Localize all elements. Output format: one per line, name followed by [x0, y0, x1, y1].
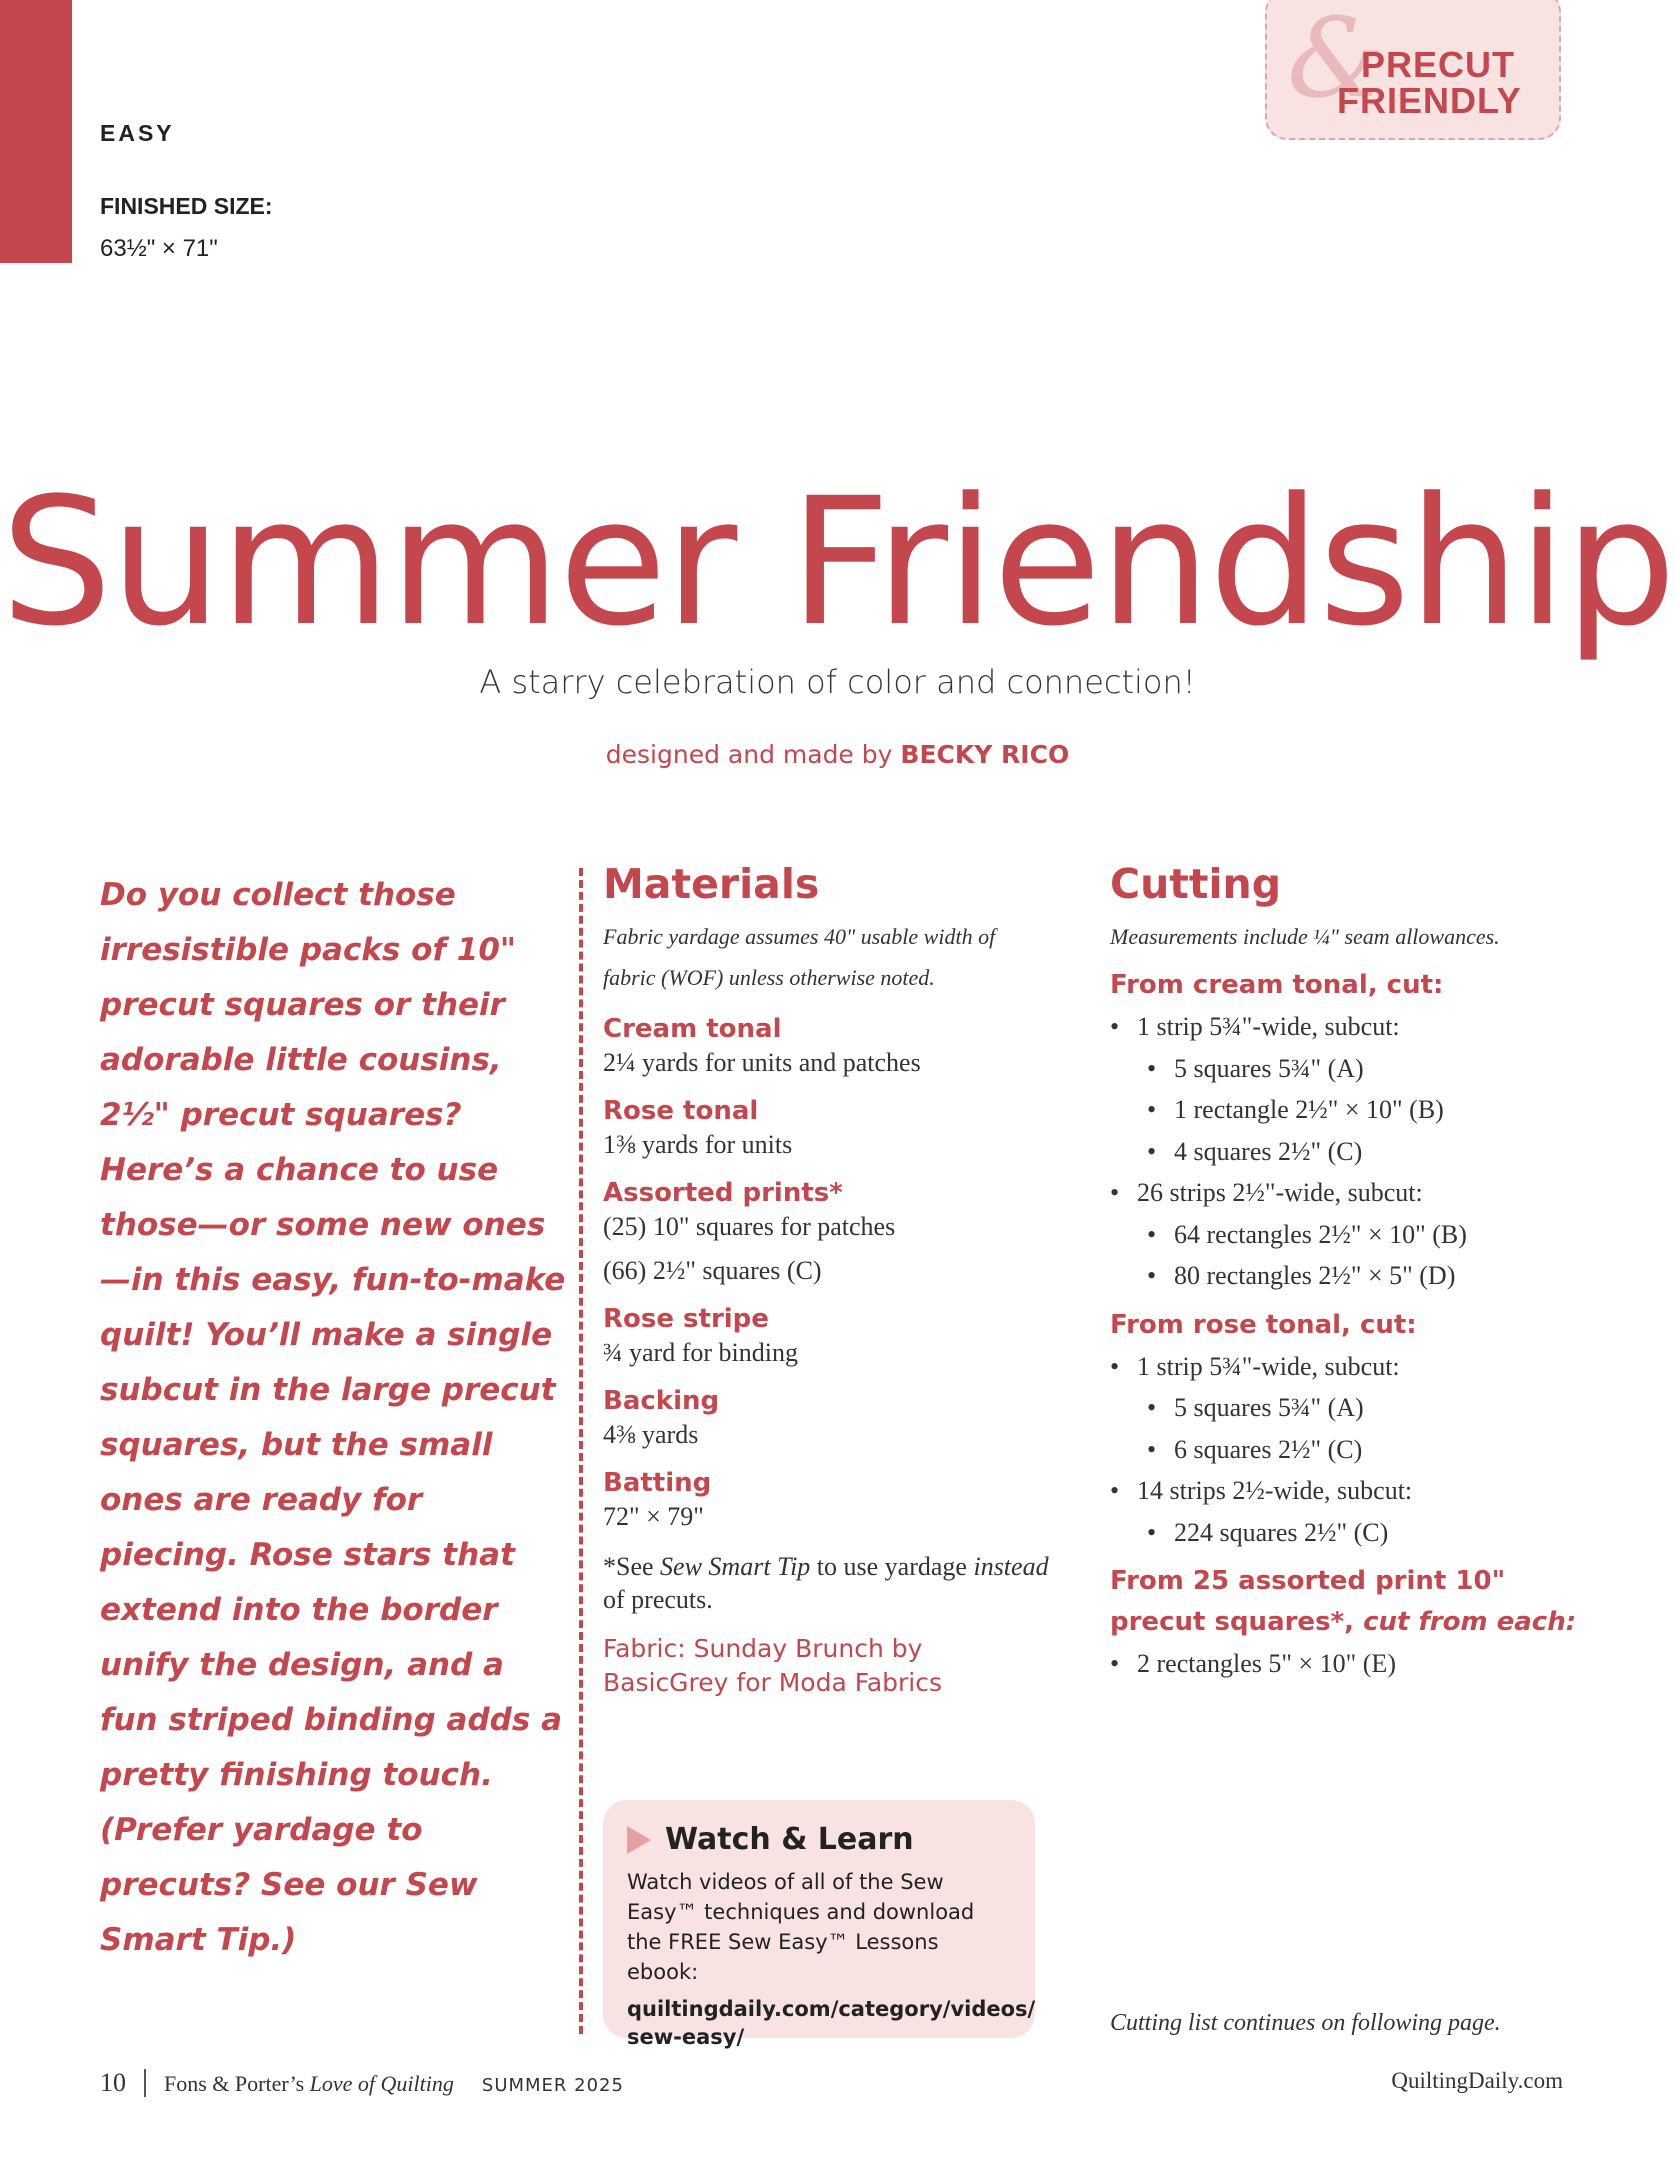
material-name: Backing [603, 1386, 720, 1416]
cut-row-text: 6 squares 2½" (C) [1174, 1434, 1363, 1464]
footnote-tip: Sew Smart Tip [660, 1552, 811, 1581]
material-amount: ¾ yard for binding [603, 1338, 798, 1367]
fabric-credit: Fabric: Sunday Brunch by BasicGrey for Moda Fabrics [603, 1634, 943, 1697]
materials-note: Fabric yardage assumes 40" usable width of fabric (WOF) unless otherwise noted. [603, 924, 996, 990]
difficulty-level: EASY [100, 120, 175, 146]
material-name: Cream tonal [603, 1014, 782, 1044]
cut-subcut-row [1110, 1512, 1580, 1554]
cut-row-text: 26 strips 2½"-wide, subcut: [1137, 1178, 1423, 1207]
cut-row-text: 1 strip 5¾"-wide, subcut: [1137, 1351, 1400, 1381]
cut-row-text: 1 rectangle 2½" × 10" (B) [1174, 1095, 1444, 1124]
watch-link-line-1[interactable]: quiltingdaily.com/category/videos/ [627, 1997, 1036, 2021]
bullet-icon: • [1110, 1351, 1120, 1381]
material-item [603, 1012, 1053, 1080]
continues-note: Cutting list continues on following page. [1110, 2010, 1501, 2036]
watch-link-line-2[interactable]: sew-easy/ [627, 2025, 745, 2049]
footnote-instead: instead [973, 1552, 1049, 1581]
cut-strip-row [1110, 1643, 1580, 1685]
cut-subcut-row [1110, 1255, 1580, 1297]
finished-size-label: FINISHED SIZE: [100, 193, 273, 219]
heading-bold-part: precut squares*, [1110, 1607, 1364, 1637]
column-divider [579, 868, 583, 2034]
cut-subcut-row [1110, 1214, 1580, 1256]
bullet-icon: • [1110, 1476, 1120, 1505]
material-item [603, 1384, 1053, 1452]
bullet-icon: • [1147, 1095, 1157, 1124]
cut-row-text: 80 rectangles 2½" × 5" (D) [1174, 1261, 1456, 1290]
byline-prefix: designed and made by [605, 740, 893, 769]
cut-strip-row [1110, 1006, 1580, 1048]
bullet-icon: • [1147, 1053, 1157, 1083]
cut-subcut-row [1110, 1089, 1580, 1131]
materials-footnote [603, 1550, 1053, 1616]
cut-subcut-row [1110, 1048, 1580, 1090]
bullet-icon: • [1110, 1012, 1120, 1041]
cutting-group-heading-line-2 [1110, 1602, 1580, 1643]
material-amount: 4⅜ yards [603, 1420, 699, 1449]
cut-row-text: 4 squares 2½" (C) [1174, 1136, 1363, 1166]
bullet-icon: • [1110, 1178, 1120, 1207]
page-number: 10 [100, 2068, 126, 2097]
site-url[interactable]: QuiltingDaily.com [1391, 2068, 1563, 2093]
cutting-group-heading: From rose tonal, cut: [1110, 1309, 1417, 1340]
material-amount: (25) 10" squares for patches [603, 1212, 896, 1241]
byline [0, 740, 1675, 769]
cutting-group-heading: From cream tonal, cut: [1110, 970, 1444, 1000]
cut-row-text: 5 squares 5¾" (A) [1174, 1053, 1364, 1083]
play-icon [627, 1826, 651, 1854]
material-name: Batting [603, 1468, 712, 1498]
cutting-group [1110, 1561, 1580, 1685]
cut-row-text: 64 rectangles 2½" × 10" (B) [1174, 1219, 1467, 1249]
bullet-icon: • [1147, 1434, 1157, 1464]
cutting-group-heading [1110, 1561, 1580, 1643]
cut-subcut-row [1110, 1429, 1580, 1471]
watch-link[interactable] [627, 1995, 1036, 2051]
bullet-icon: • [1147, 1393, 1157, 1422]
cut-subcut-row [1110, 1387, 1580, 1429]
watch-and-learn-box [603, 1800, 1036, 2049]
material-item [603, 1094, 1053, 1162]
material-name: Rose tonal [603, 1096, 759, 1126]
cutting-note: Measurements include ¼" seam allowances. [1110, 924, 1500, 949]
cutting-section [1110, 860, 1580, 1685]
material-amount: (66) 2½" squares (C) [603, 1256, 822, 1285]
footer-separator [144, 2069, 146, 2097]
badge-line-1: PRECUT [1361, 44, 1516, 85]
cut-row-text: 1 strip 5¾"-wide, subcut: [1137, 1012, 1400, 1041]
cut-subcut-row [1110, 1131, 1580, 1173]
bullet-icon: • [1147, 1261, 1157, 1290]
bullet-icon: • [1147, 1219, 1157, 1249]
cut-row-text: 2 rectangles 5" × 10" (E) [1137, 1649, 1396, 1678]
watch-title [627, 1822, 1011, 1857]
footnote-middle: to use yardage [810, 1552, 974, 1581]
badge-ampersand-icon: & [1287, 0, 1385, 122]
cutting-group [1110, 1305, 1580, 1554]
footnote-end: of precuts. [603, 1585, 713, 1614]
cut-strip-row [1110, 1346, 1580, 1388]
watch-title-text: Watch & Learn [665, 1822, 914, 1857]
material-name: Rose stripe [603, 1304, 769, 1334]
magazine-name [164, 2071, 454, 2097]
cut-strip-row [1110, 1172, 1580, 1214]
bullet-icon: • [1110, 1649, 1120, 1678]
cut-row-text: 224 squares 2½" (C) [1174, 1517, 1389, 1547]
material-amount: 2¼ yards for units and patches [603, 1048, 921, 1077]
materials-list [603, 1012, 1053, 1534]
cutting-heading: Cutting [1110, 860, 1282, 908]
heading-italic-part: cut from each: [1363, 1607, 1577, 1637]
material-amount: 1⅜ yards for units [603, 1130, 793, 1159]
cut-strip-row [1110, 1470, 1580, 1512]
bullet-icon: • [1147, 1136, 1157, 1166]
material-name: Assorted prints* [603, 1178, 843, 1208]
material-item [603, 1466, 1053, 1534]
cutting-list [1110, 965, 1580, 1685]
bullet-icon: • [1147, 1517, 1157, 1547]
precut-friendly-badge [1265, 0, 1561, 140]
material-amount: 72" × 79" [603, 1502, 704, 1531]
page-subtitle: A starry celebration of color and connection! [479, 663, 1196, 701]
badge-line-2: FRIENDLY [1337, 80, 1522, 121]
materials-heading: Materials [603, 860, 820, 908]
material-item [603, 1176, 1053, 1288]
cut-row-text: 5 squares 5¾" (A) [1174, 1393, 1364, 1422]
designer-name: BECKY RICO [900, 740, 1070, 769]
footnote-star: *See [603, 1552, 661, 1581]
issue-label: SUMMER 2025 [481, 2075, 624, 2096]
page-footer [100, 2068, 624, 2098]
magazine-title: Love of Quilting [309, 2071, 454, 2096]
materials-section [603, 860, 1053, 1700]
red-tab-decoration [0, 0, 72, 263]
page-title: Summer Friendship [0, 460, 1675, 665]
magazine-prefix: Fons & Porter’s [164, 2071, 305, 2096]
watch-text: Watch videos of all of the Sew Easy™ techniques and download the FREE Sew Easy™ Lessons ebook: [627, 1870, 975, 1984]
cutting-group [1110, 965, 1580, 1297]
cut-row-text: 14 strips 2½-wide, subcut: [1137, 1476, 1413, 1505]
material-item [603, 1302, 1053, 1370]
cutting-group-heading-line-1: From 25 assorted print 10" [1110, 1566, 1506, 1596]
intro-paragraph: Do you collect those irresistible packs of 10" precut squares or their adorable little cousins, 2½" precut squares? Here’s a chance to use those—or some new ones—in this easy, fun-to-make quilt! You’ll make a single subcut in the large precut squares, but the small ones are ready for piecing. Rose stars that extend into the border unify the design, and a fun striped binding adds a pretty finishing touch. (Prefer yardage to precuts? See our Sew Smart Tip.) [100, 877, 566, 1958]
finished-size-value: 63½" × 71" [100, 235, 218, 262]
